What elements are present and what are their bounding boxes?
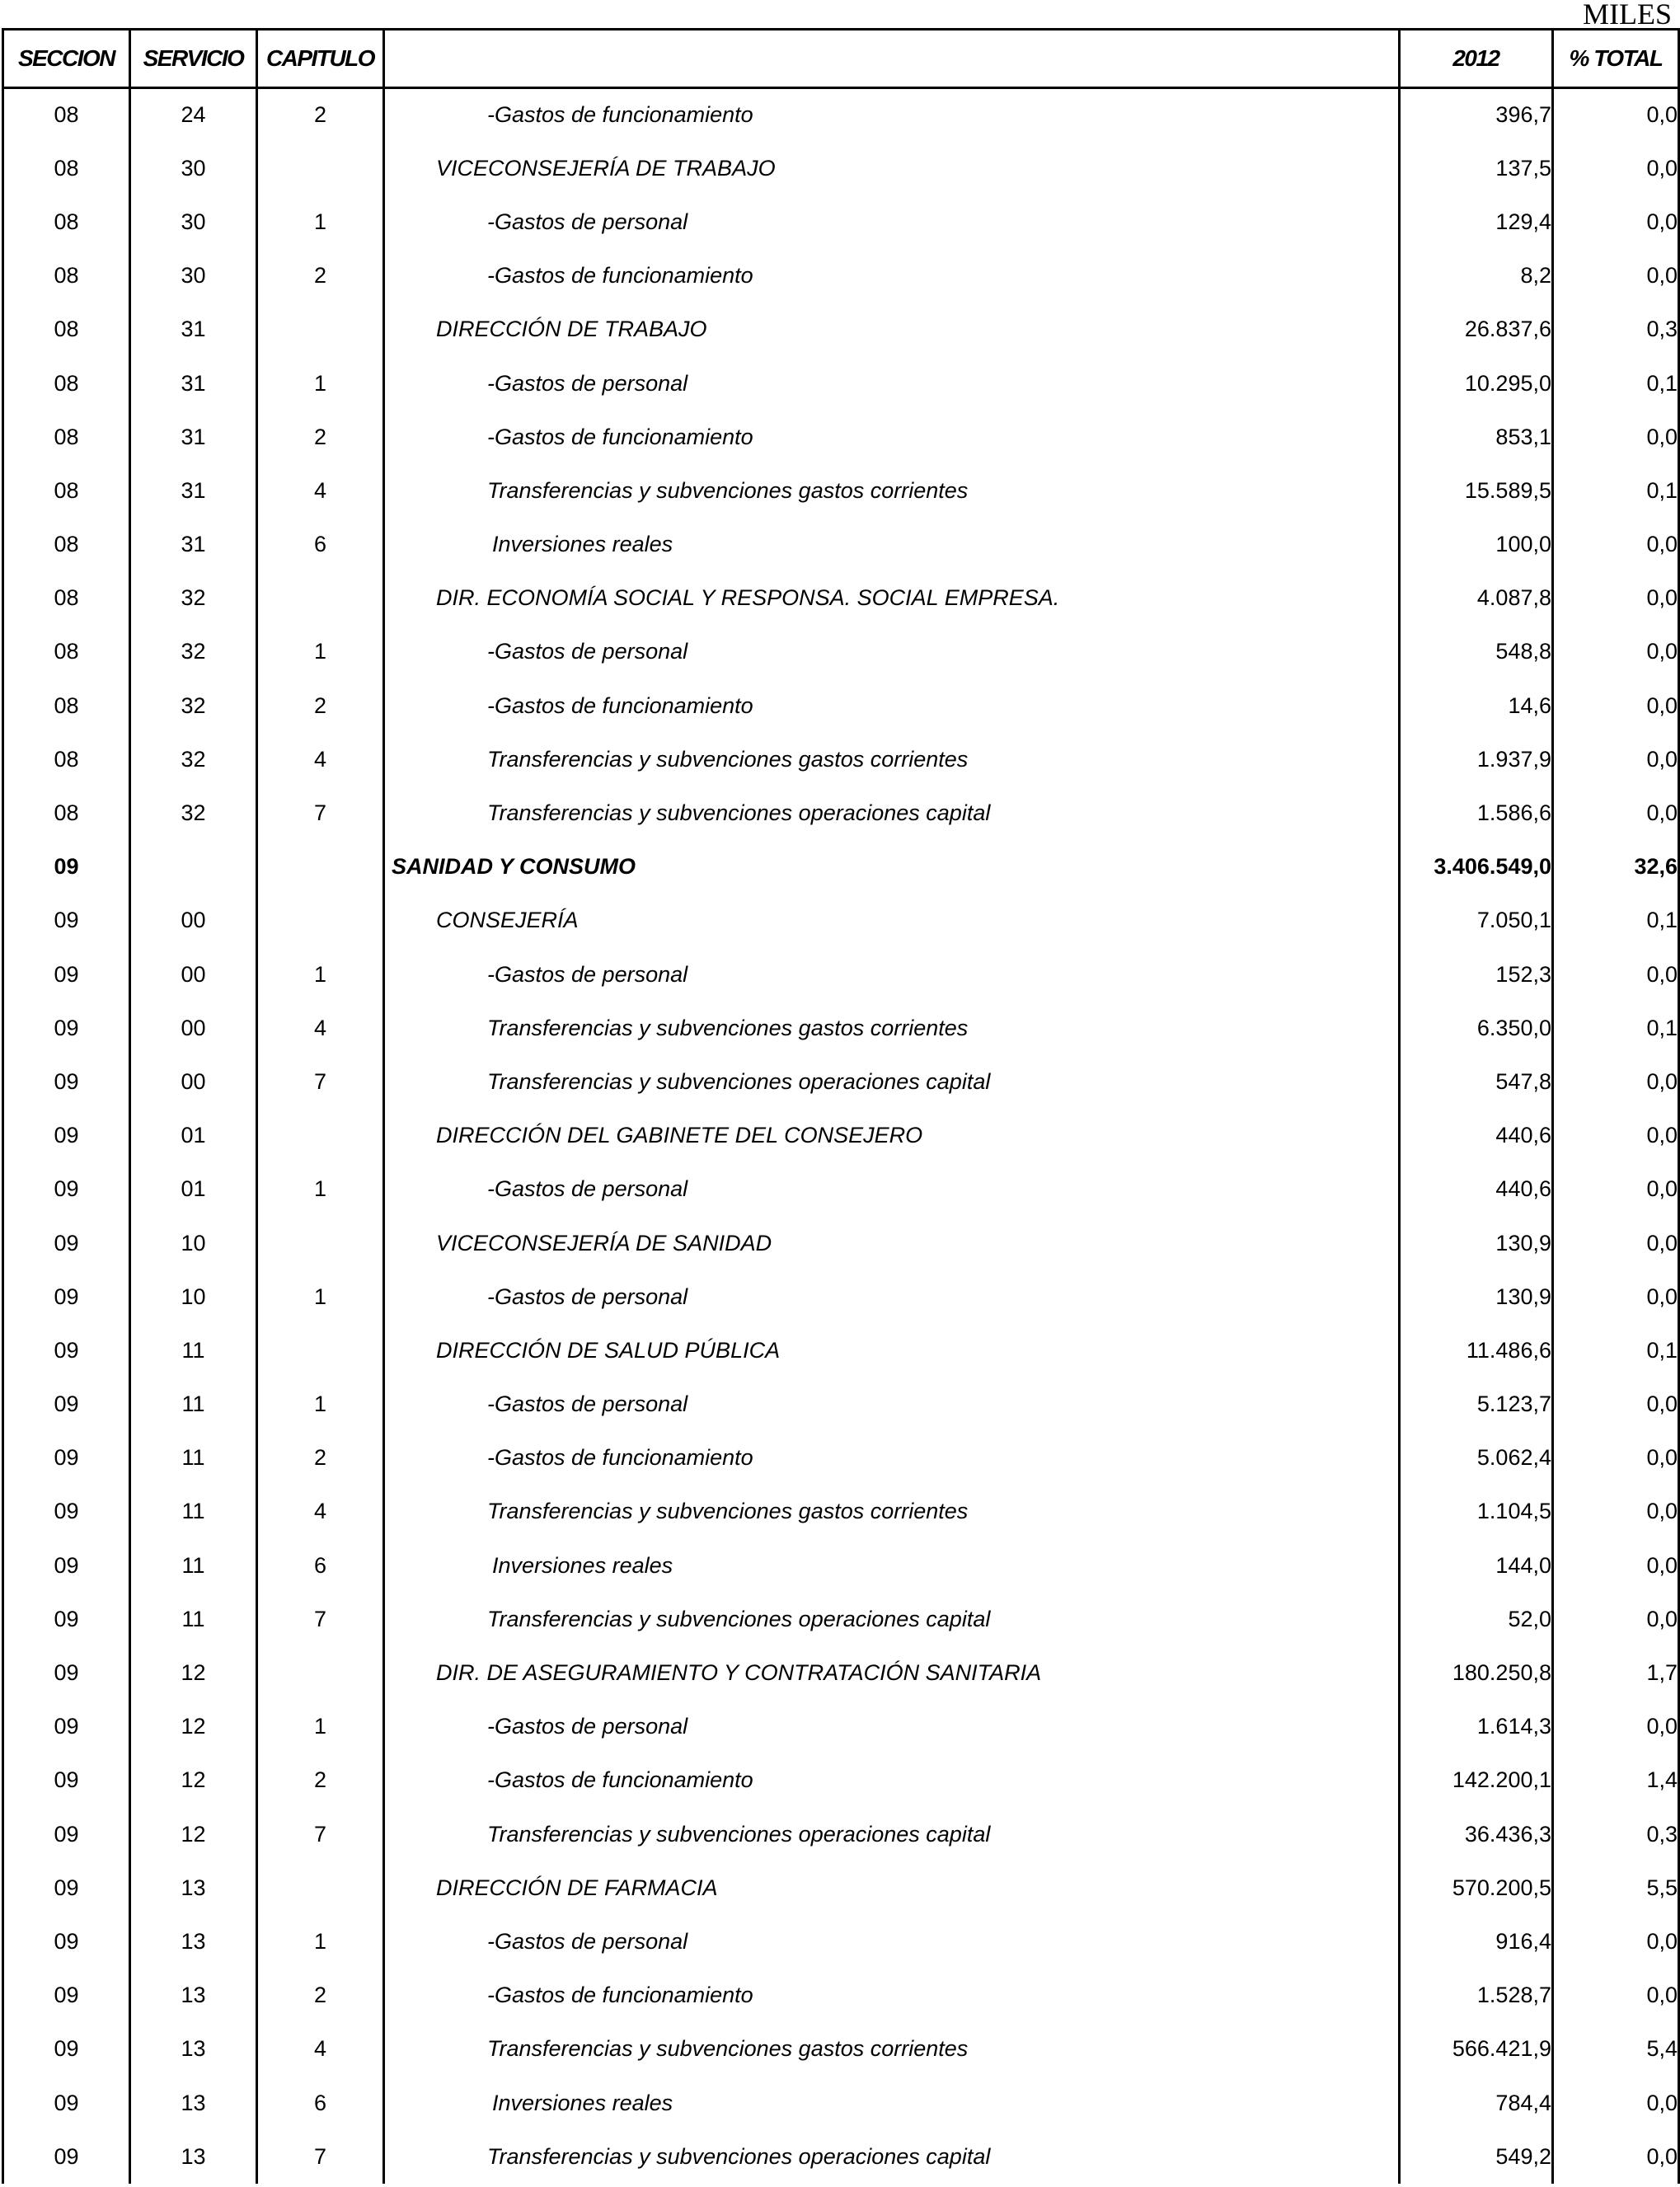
table-row — [3, 1700, 1679, 1753]
cell-capitulo: 6 — [257, 2076, 384, 2129]
cell-seccion: 08 — [3, 679, 130, 733]
cell-seccion: 09 — [3, 1485, 130, 1538]
cell-pct-total: 0,0 — [1553, 948, 1679, 1002]
cell-amount-2012: 10.295,0 — [1400, 356, 1553, 410]
table-row — [3, 1915, 1679, 1969]
cell-seccion: 08 — [3, 356, 130, 410]
cell-capitulo: 1 — [257, 1270, 384, 1324]
cell-seccion: 08 — [3, 303, 130, 356]
table-row — [3, 1002, 1679, 1055]
cell-pct-total: 0,0 — [1553, 733, 1679, 786]
cell-seccion: 09 — [3, 1753, 130, 1807]
cell-descripcion: -Gastos de personal — [384, 195, 1400, 249]
cell-seccion: 09 — [3, 1377, 130, 1431]
cell-seccion: 09 — [3, 1431, 130, 1485]
cell-capitulo: 4 — [257, 2022, 384, 2076]
cell-descripcion: DIR. ECONOMÍA SOCIAL Y RESPONSA. SOCIAL EMPRESA. — [384, 571, 1400, 625]
cell-descripcion: Transferencias y subvenciones gastos corrientes — [384, 1002, 1400, 1055]
cell-servicio: 00 — [130, 894, 257, 947]
cell-servicio: 11 — [130, 1377, 257, 1431]
cell-pct-total: 0,0 — [1553, 1700, 1679, 1753]
cell-seccion: 09 — [3, 2022, 130, 2076]
header-year: 2012 — [1400, 30, 1553, 88]
cell-descripcion: CONSEJERÍA — [384, 894, 1400, 947]
cell-amount-2012: 1.104,5 — [1400, 1485, 1553, 1538]
cell-seccion: 09 — [3, 1646, 130, 1700]
cell-servicio: 31 — [130, 303, 257, 356]
table-row — [3, 1485, 1679, 1538]
cell-amount-2012: 142.200,1 — [1400, 1753, 1553, 1807]
cell-servicio: 11 — [130, 1431, 257, 1485]
table-row — [3, 1753, 1679, 1807]
cell-capitulo: 2 — [257, 249, 384, 303]
cell-capitulo: 2 — [257, 679, 384, 733]
cell-seccion: 08 — [3, 786, 130, 840]
cell-capitulo: 1 — [257, 195, 384, 249]
cell-capitulo — [257, 840, 384, 894]
cell-pct-total: 0,0 — [1553, 1162, 1679, 1216]
cell-seccion: 08 — [3, 195, 130, 249]
cell-seccion: 08 — [3, 249, 130, 303]
cell-pct-total: 5,5 — [1553, 1861, 1679, 1915]
cell-servicio: 31 — [130, 464, 257, 518]
cell-descripcion: VICECONSEJERÍA DE TRABAJO — [384, 142, 1400, 195]
budget-table — [2, 28, 1680, 2184]
cell-amount-2012: 3.406.549,0 — [1400, 840, 1553, 894]
cell-servicio: 00 — [130, 1055, 257, 1109]
cell-amount-2012: 36.436,3 — [1400, 1808, 1553, 1861]
table-row — [3, 840, 1679, 894]
cell-pct-total: 0,0 — [1553, 2076, 1679, 2129]
table-body — [3, 88, 1679, 2184]
cell-amount-2012: 396,7 — [1400, 88, 1553, 142]
cell-pct-total: 0,0 — [1553, 786, 1679, 840]
cell-servicio: 11 — [130, 1485, 257, 1538]
cell-capitulo — [257, 571, 384, 625]
table-row — [3, 88, 1679, 142]
table-row — [3, 2022, 1679, 2076]
cell-descripcion: Inversiones reales — [384, 2076, 1400, 2129]
cell-amount-2012: 14,6 — [1400, 679, 1553, 733]
cell-pct-total: 0,3 — [1553, 303, 1679, 356]
table-row — [3, 518, 1679, 571]
cell-servicio: 11 — [130, 1593, 257, 1646]
cell-pct-total: 0,0 — [1553, 571, 1679, 625]
cell-pct-total: 0,1 — [1553, 1324, 1679, 1377]
cell-capitulo — [257, 142, 384, 195]
cell-seccion: 09 — [3, 840, 130, 894]
cell-amount-2012: 1.614,3 — [1400, 1700, 1553, 1753]
cell-amount-2012: 5.123,7 — [1400, 1377, 1553, 1431]
cell-amount-2012: 440,6 — [1400, 1109, 1553, 1162]
cell-seccion: 09 — [3, 1324, 130, 1377]
cell-pct-total: 0,0 — [1553, 2130, 1679, 2184]
table-row — [3, 195, 1679, 249]
cell-amount-2012: 440,6 — [1400, 1162, 1553, 1216]
cell-servicio: 10 — [130, 1270, 257, 1324]
table-row — [3, 303, 1679, 356]
cell-capitulo: 7 — [257, 786, 384, 840]
cell-seccion: 09 — [3, 1162, 130, 1216]
cell-pct-total: 0,0 — [1553, 1270, 1679, 1324]
cell-seccion: 09 — [3, 894, 130, 947]
cell-seccion: 09 — [3, 1861, 130, 1915]
table-row — [3, 1593, 1679, 1646]
cell-amount-2012: 52,0 — [1400, 1593, 1553, 1646]
cell-descripcion: DIRECCIÓN DE FARMACIA — [384, 1861, 1400, 1915]
cell-capitulo: 1 — [257, 356, 384, 410]
table-row — [3, 1808, 1679, 1861]
cell-pct-total: 0,1 — [1553, 356, 1679, 410]
cell-amount-2012: 916,4 — [1400, 1915, 1553, 1969]
cell-amount-2012: 1.586,6 — [1400, 786, 1553, 840]
cell-seccion: 08 — [3, 142, 130, 195]
cell-descripcion: Transferencias y subvenciones operaciones capital — [384, 1055, 1400, 1109]
cell-descripcion: -Gastos de personal — [384, 1915, 1400, 1969]
cell-servicio: 13 — [130, 1969, 257, 2022]
cell-seccion: 09 — [3, 1593, 130, 1646]
cell-pct-total: 0,0 — [1553, 1915, 1679, 1969]
cell-amount-2012: 15.589,5 — [1400, 464, 1553, 518]
cell-capitulo — [257, 1109, 384, 1162]
cell-seccion: 08 — [3, 733, 130, 786]
table-row — [3, 1162, 1679, 1216]
cell-servicio: 01 — [130, 1109, 257, 1162]
cell-capitulo: 1 — [257, 1700, 384, 1753]
table-row — [3, 1324, 1679, 1377]
cell-descripcion: DIR. DE ASEGURAMIENTO Y CONTRATACIÓN SANITARIA — [384, 1646, 1400, 1700]
cell-descripcion: Transferencias y subvenciones gastos corrientes — [384, 1485, 1400, 1538]
cell-seccion: 09 — [3, 1969, 130, 2022]
header-descripcion — [384, 30, 1400, 88]
table-row — [3, 142, 1679, 195]
table-row — [3, 679, 1679, 733]
table-row — [3, 1109, 1679, 1162]
cell-descripcion: Transferencias y subvenciones operaciones capital — [384, 1808, 1400, 1861]
cell-pct-total: 0,0 — [1553, 1969, 1679, 2022]
cell-capitulo: 1 — [257, 1377, 384, 1431]
cell-descripcion: -Gastos de funcionamiento — [384, 249, 1400, 303]
cell-amount-2012: 130,9 — [1400, 1216, 1553, 1269]
cell-capitulo: 4 — [257, 464, 384, 518]
cell-servicio — [130, 840, 257, 894]
cell-amount-2012: 130,9 — [1400, 1270, 1553, 1324]
table-row — [3, 733, 1679, 786]
cell-servicio: 13 — [130, 1915, 257, 1969]
cell-amount-2012: 853,1 — [1400, 411, 1553, 464]
cell-capitulo: 1 — [257, 1162, 384, 1216]
cell-amount-2012: 784,4 — [1400, 2076, 1553, 2129]
cell-amount-2012: 26.837,6 — [1400, 303, 1553, 356]
cell-pct-total: 0,0 — [1553, 1055, 1679, 1109]
table-row — [3, 1055, 1679, 1109]
cell-pct-total: 0,1 — [1553, 894, 1679, 947]
cell-servicio: 01 — [130, 1162, 257, 1216]
cell-amount-2012: 566.421,9 — [1400, 2022, 1553, 2076]
cell-capitulo: 7 — [257, 1808, 384, 1861]
cell-descripcion: DIRECCIÓN DE SALUD PÚBLICA — [384, 1324, 1400, 1377]
cell-seccion: 09 — [3, 1216, 130, 1269]
table-row — [3, 786, 1679, 840]
cell-seccion: 08 — [3, 625, 130, 678]
cell-servicio: 32 — [130, 786, 257, 840]
cell-pct-total: 0,0 — [1553, 195, 1679, 249]
table-row — [3, 2130, 1679, 2184]
cell-descripcion: Inversiones reales — [384, 518, 1400, 571]
cell-descripcion: -Gastos de funcionamiento — [384, 411, 1400, 464]
table-row — [3, 571, 1679, 625]
cell-seccion: 08 — [3, 518, 130, 571]
cell-descripcion: Transferencias y subvenciones gastos corrientes — [384, 733, 1400, 786]
table-row — [3, 2076, 1679, 2129]
cell-capitulo: 4 — [257, 733, 384, 786]
cell-seccion: 09 — [3, 1915, 130, 1969]
cell-capitulo: 2 — [257, 1431, 384, 1485]
cell-capitulo — [257, 1216, 384, 1269]
cell-descripcion: Transferencias y subvenciones operaciones capital — [384, 786, 1400, 840]
cell-amount-2012: 144,0 — [1400, 1539, 1553, 1593]
cell-descripcion: Transferencias y subvenciones operaciones capital — [384, 2130, 1400, 2184]
cell-capitulo: 4 — [257, 1485, 384, 1538]
cell-capitulo: 1 — [257, 625, 384, 678]
cell-descripcion: -Gastos de personal — [384, 1270, 1400, 1324]
cell-pct-total: 0,0 — [1553, 625, 1679, 678]
cell-descripcion: Transferencias y subvenciones operaciones capital — [384, 1593, 1400, 1646]
cell-seccion: 08 — [3, 88, 130, 142]
cell-capitulo — [257, 1861, 384, 1915]
cell-servicio: 32 — [130, 571, 257, 625]
cell-descripcion: -Gastos de personal — [384, 1162, 1400, 1216]
cell-capitulo: 2 — [257, 411, 384, 464]
cell-capitulo: 7 — [257, 1055, 384, 1109]
cell-pct-total: 0,0 — [1553, 88, 1679, 142]
cell-pct-total: 0,0 — [1553, 679, 1679, 733]
table-row — [3, 356, 1679, 410]
cell-pct-total: 0,3 — [1553, 1808, 1679, 1861]
cell-servicio: 30 — [130, 142, 257, 195]
cell-amount-2012: 180.250,8 — [1400, 1646, 1553, 1700]
cell-servicio: 13 — [130, 2130, 257, 2184]
cell-pct-total: 1,4 — [1553, 1753, 1679, 1807]
cell-descripcion: -Gastos de personal — [384, 1377, 1400, 1431]
cell-pct-total: 0,0 — [1553, 1216, 1679, 1269]
cell-amount-2012: 8,2 — [1400, 249, 1553, 303]
cell-servicio: 11 — [130, 1539, 257, 1593]
cell-servicio: 00 — [130, 948, 257, 1002]
cell-servicio: 12 — [130, 1753, 257, 1807]
cell-amount-2012: 129,4 — [1400, 195, 1553, 249]
table-row — [3, 1377, 1679, 1431]
cell-servicio: 12 — [130, 1808, 257, 1861]
cell-pct-total: 0,0 — [1553, 1431, 1679, 1485]
cell-seccion: 09 — [3, 948, 130, 1002]
cell-servicio: 13 — [130, 2076, 257, 2129]
cell-amount-2012: 570.200,5 — [1400, 1861, 1553, 1915]
table-row — [3, 894, 1679, 947]
cell-servicio: 13 — [130, 1861, 257, 1915]
cell-descripcion: Transferencias y subvenciones gastos corrientes — [384, 464, 1400, 518]
cell-descripcion: SANIDAD Y CONSUMO — [384, 840, 1400, 894]
cell-descripcion: Transferencias y subvenciones gastos corrientes — [384, 2022, 1400, 2076]
cell-descripcion: DIRECCIÓN DE TRABAJO — [384, 303, 1400, 356]
cell-seccion: 09 — [3, 1700, 130, 1753]
cell-capitulo: 1 — [257, 948, 384, 1002]
unit-label: MILES — [1583, 0, 1672, 31]
cell-servicio: 30 — [130, 249, 257, 303]
cell-servicio: 13 — [130, 2022, 257, 2076]
header-capitulo: CAPITULO — [257, 30, 384, 88]
table-row — [3, 1861, 1679, 1915]
table-row — [3, 249, 1679, 303]
cell-amount-2012: 4.087,8 — [1400, 571, 1553, 625]
cell-pct-total: 0,0 — [1553, 1377, 1679, 1431]
cell-servicio: 12 — [130, 1700, 257, 1753]
cell-capitulo — [257, 1324, 384, 1377]
cell-servicio: 32 — [130, 625, 257, 678]
cell-capitulo: 1 — [257, 1915, 384, 1969]
cell-seccion: 09 — [3, 2130, 130, 2184]
cell-seccion: 09 — [3, 2076, 130, 2129]
cell-pct-total: 0,1 — [1553, 464, 1679, 518]
cell-capitulo: 6 — [257, 518, 384, 571]
cell-seccion: 09 — [3, 1539, 130, 1593]
cell-descripcion: -Gastos de funcionamiento — [384, 1969, 1400, 2022]
cell-capitulo — [257, 894, 384, 947]
cell-capitulo — [257, 303, 384, 356]
cell-pct-total: 0,0 — [1553, 518, 1679, 571]
cell-pct-total: 0,0 — [1553, 249, 1679, 303]
cell-amount-2012: 5.062,4 — [1400, 1431, 1553, 1485]
cell-servicio: 24 — [130, 88, 257, 142]
cell-descripcion: -Gastos de personal — [384, 356, 1400, 410]
cell-servicio: 30 — [130, 195, 257, 249]
cell-seccion: 09 — [3, 1002, 130, 1055]
table-row — [3, 1646, 1679, 1700]
cell-seccion: 08 — [3, 411, 130, 464]
cell-seccion: 09 — [3, 1055, 130, 1109]
table-row — [3, 1270, 1679, 1324]
cell-pct-total: 5,4 — [1553, 2022, 1679, 2076]
cell-descripcion: -Gastos de funcionamiento — [384, 1753, 1400, 1807]
header-servicio: SERVICIO — [130, 30, 257, 88]
cell-capitulo: 2 — [257, 88, 384, 142]
cell-servicio: 10 — [130, 1216, 257, 1269]
cell-amount-2012: 7.050,1 — [1400, 894, 1553, 947]
cell-servicio: 00 — [130, 1002, 257, 1055]
cell-capitulo: 7 — [257, 1593, 384, 1646]
cell-pct-total: 0,0 — [1553, 1109, 1679, 1162]
cell-capitulo: 2 — [257, 1969, 384, 2022]
cell-servicio: 11 — [130, 1324, 257, 1377]
table-row — [3, 1216, 1679, 1269]
cell-amount-2012: 137,5 — [1400, 142, 1553, 195]
cell-seccion: 09 — [3, 1808, 130, 1861]
cell-amount-2012: 11.486,6 — [1400, 1324, 1553, 1377]
cell-pct-total: 0,0 — [1553, 142, 1679, 195]
cell-capitulo: 2 — [257, 1753, 384, 1807]
cell-pct-total: 0,0 — [1553, 1593, 1679, 1646]
cell-seccion: 08 — [3, 464, 130, 518]
cell-servicio: 31 — [130, 356, 257, 410]
cell-pct-total: 1,7 — [1553, 1646, 1679, 1700]
cell-descripcion: -Gastos de personal — [384, 1700, 1400, 1753]
cell-pct-total: 32,6 — [1553, 840, 1679, 894]
cell-pct-total: 0,1 — [1553, 1002, 1679, 1055]
cell-descripcion: -Gastos de funcionamiento — [384, 88, 1400, 142]
table-row — [3, 1539, 1679, 1593]
cell-pct-total: 0,0 — [1553, 1539, 1679, 1593]
cell-amount-2012: 548,8 — [1400, 625, 1553, 678]
cell-descripcion: -Gastos de funcionamiento — [384, 679, 1400, 733]
cell-seccion: 09 — [3, 1270, 130, 1324]
cell-servicio: 31 — [130, 411, 257, 464]
cell-pct-total: 0,0 — [1553, 411, 1679, 464]
cell-descripcion: Inversiones reales — [384, 1539, 1400, 1593]
table-row — [3, 1969, 1679, 2022]
table-row — [3, 411, 1679, 464]
cell-amount-2012: 1.937,9 — [1400, 733, 1553, 786]
cell-seccion: 09 — [3, 1109, 130, 1162]
table-row — [3, 1431, 1679, 1485]
cell-capitulo — [257, 1646, 384, 1700]
cell-servicio: 32 — [130, 733, 257, 786]
cell-capitulo: 7 — [257, 2130, 384, 2184]
cell-descripcion: -Gastos de personal — [384, 948, 1400, 1002]
cell-descripcion: -Gastos de personal — [384, 625, 1400, 678]
table-row — [3, 625, 1679, 678]
cell-servicio: 12 — [130, 1646, 257, 1700]
cell-amount-2012: 547,8 — [1400, 1055, 1553, 1109]
cell-amount-2012: 1.528,7 — [1400, 1969, 1553, 2022]
cell-capitulo: 6 — [257, 1539, 384, 1593]
cell-amount-2012: 100,0 — [1400, 518, 1553, 571]
cell-amount-2012: 152,3 — [1400, 948, 1553, 1002]
header-pct-total: % TOTAL — [1553, 30, 1679, 88]
header-row — [3, 30, 1679, 88]
cell-capitulo: 4 — [257, 1002, 384, 1055]
table-header — [3, 30, 1679, 88]
cell-pct-total: 0,0 — [1553, 1485, 1679, 1538]
cell-servicio: 31 — [130, 518, 257, 571]
cell-servicio: 32 — [130, 679, 257, 733]
cell-descripcion: DIRECCIÓN DEL GABINETE DEL CONSEJERO — [384, 1109, 1400, 1162]
cell-seccion: 08 — [3, 571, 130, 625]
cell-amount-2012: 6.350,0 — [1400, 1002, 1553, 1055]
cell-descripcion: VICECONSEJERÍA DE SANIDAD — [384, 1216, 1400, 1269]
table-row — [3, 464, 1679, 518]
cell-amount-2012: 549,2 — [1400, 2130, 1553, 2184]
table-row — [3, 948, 1679, 1002]
cell-descripcion: -Gastos de funcionamiento — [384, 1431, 1400, 1485]
header-seccion: SECCION — [3, 30, 130, 88]
